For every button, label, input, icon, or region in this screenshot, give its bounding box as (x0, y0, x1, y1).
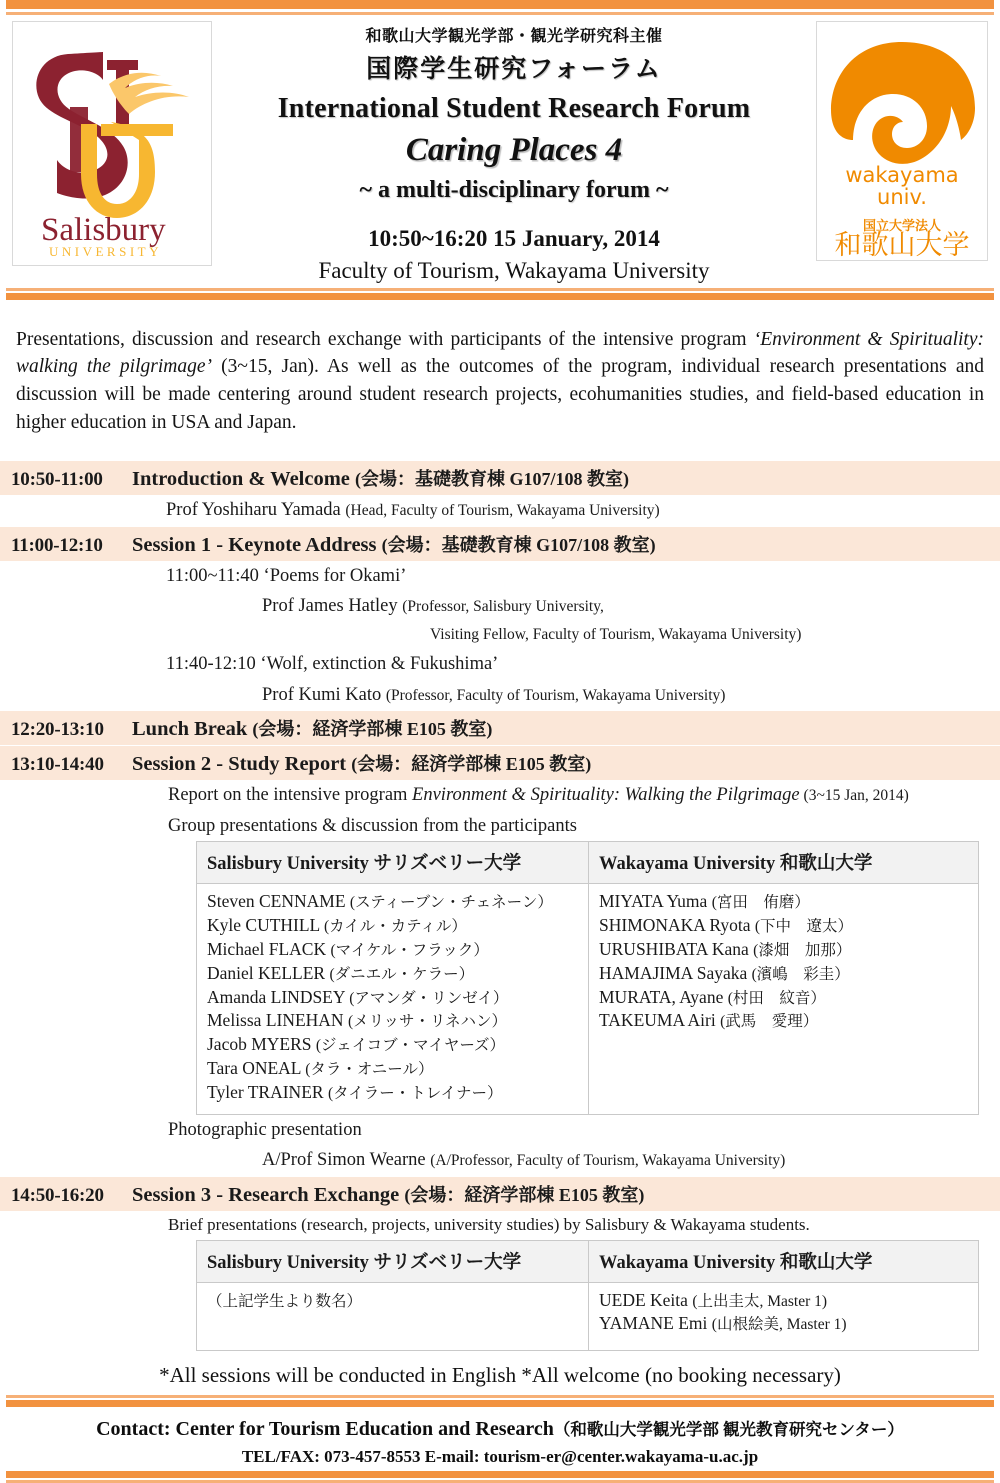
participant-name-en: HAMAJIMA Sayaka (599, 962, 752, 983)
list-item (207, 938, 578, 962)
schedule-row-session2 (0, 745, 1000, 780)
list-item (599, 962, 968, 986)
salisbury-university-logo (12, 21, 212, 266)
row-title-text: Session 2 - Study Report (132, 753, 352, 776)
contact-organisation-en: Contact: Center for Tourism Education and Research (96, 1418, 554, 1441)
row-title (132, 531, 656, 557)
participant-name-en: Michael FLACK (207, 938, 331, 959)
speaker-name: Prof Kumi Kato (262, 684, 386, 705)
participant-name-jp: (上出圭太, Master 1) (692, 1292, 828, 1310)
participant-name-jp: (タラ・オニール） (305, 1061, 434, 1079)
talk1-speaker (0, 591, 1000, 622)
row-venue: (会場：経済学部棟 E105 教室) (404, 1184, 645, 1205)
row-title-text: Session 3 - Research Exchange (132, 1183, 405, 1206)
column-header-wakayama: Wakayama University 和歌山大学 (589, 842, 979, 884)
row-title (132, 1181, 644, 1207)
schedule (0, 460, 1000, 1351)
title-japanese: 国際学生研究フォーラム (366, 53, 662, 83)
list-item (207, 914, 578, 938)
report-text-post: (3~15 Jan, 2014) (799, 787, 909, 805)
wakayama-participants-cell (589, 1282, 979, 1351)
speaker-affiliation: (Head, Faculty of Tourism, Wakayama University) (345, 502, 660, 520)
list-item (207, 1009, 578, 1033)
participant-name-en: MURATA, Ayane (599, 986, 728, 1007)
brief-presentations-line: Brief presentations (research, projects, university studies) by Salisbury & Wakayama students. (168, 1214, 810, 1234)
header-divider (6, 288, 994, 300)
salisbury-wordmark: Salisbury (41, 212, 166, 248)
bottom-rule (6, 1471, 994, 1483)
participant-name-en: YAMANE Emi (599, 1313, 712, 1334)
participant-name-en: Daniel KELLER (207, 962, 330, 983)
participant-name-jp: (タイラー・トレイナー） (327, 1084, 503, 1102)
participant-name-jp: (山根絵美, Master 1) (711, 1316, 847, 1334)
participant-name-jp: (濱嶋 彩圭） (751, 965, 850, 983)
table-row (197, 1282, 979, 1351)
list-item (207, 1033, 578, 1057)
participant-name-en: UEDE Keita (599, 1289, 693, 1310)
event-venue: Faculty of Tourism, Wakayama University (318, 257, 710, 283)
wakayama-participants-cell (589, 884, 979, 1115)
participant-name-en: Steven CENNAME (207, 891, 350, 912)
contact-details: TEL/FAX: 073-457-8553 E-mail: tourism-er@center.wakayama-u.ac.jp (241, 1447, 759, 1467)
list-item (207, 962, 578, 986)
participant-name-jp: (スティーブン・チェネーン） (349, 894, 553, 912)
participant-name-jp: (マイケル・フラック） (330, 941, 489, 959)
wakayama-university-logo (816, 21, 988, 261)
participant-name-en: TAKEUMA Airi (599, 1010, 721, 1031)
intro-paragraph (16, 326, 984, 437)
table-row (197, 884, 979, 1115)
photo-presenter (0, 1145, 1000, 1176)
report-text-pre: Report on the intensive program (168, 785, 413, 806)
talk2-speaker (0, 680, 1000, 711)
participant-name-en: SHIMONAKA Ryota (599, 915, 755, 936)
speaker-name: A/Prof Simon Wearne (262, 1150, 431, 1171)
talk1-time-title: 11:00~11:40 ‘Poems for Okami’ (166, 565, 407, 586)
list-item (207, 1081, 578, 1105)
row-title (132, 750, 591, 776)
schedule-row-session1 (0, 526, 1000, 561)
title-english: International Student Research Forum (277, 92, 751, 124)
row-title (132, 465, 629, 491)
host-line: 和歌山大学観光学部・観光学研究科主催 (365, 26, 663, 45)
table-header-row (197, 1240, 979, 1282)
report-line (0, 780, 1000, 811)
header-divider-thick (6, 293, 994, 300)
salisbury-participants-cell (197, 884, 589, 1115)
list-item (207, 986, 578, 1010)
participant-name-jp: (ダニエル・ケラー） (329, 965, 475, 983)
participant-name-jp: (村田 紋音） (727, 989, 826, 1007)
speaker-affiliation: (A/Professor, Faculty of Tourism, Wakayama University) (430, 1152, 786, 1170)
title-subtitle: ~ a multi-disciplinary forum ~ (359, 177, 669, 204)
contact-organisation (0, 1416, 1000, 1441)
bottom-rule-thick (6, 1471, 994, 1478)
contact-block (0, 1407, 1000, 1471)
talk2-time-title: 11:40-12:10 ‘Wolf, extinction & Fukushima’ (166, 653, 499, 674)
participant-name-en: Amanda LINDSEY (207, 986, 350, 1007)
column-header-wakayama: Wakayama University 和歌山大学 (589, 1240, 979, 1282)
participant-name-en: Tyler TRAINER (207, 1081, 328, 1102)
list-item (207, 890, 578, 914)
row-time: 13:10-14:40 (11, 754, 104, 776)
row-venue: (会場：基礎教育棟 G107/108 教室) (381, 534, 656, 555)
salisbury-participants-cell (197, 1282, 589, 1351)
wakayama-jp-small: 国立大学法人 (862, 219, 942, 234)
row-time: 10:50-11:00 (11, 469, 103, 491)
speaker-name: Prof James Hatley (262, 596, 403, 617)
wakayama-wordmark: wakayama (845, 163, 959, 187)
participant-name-jp: (宮田 侑磨） (711, 894, 810, 912)
event-datetime: 10:50~16:20 15 January, 2014 (368, 226, 660, 252)
poster-header (0, 15, 1000, 288)
list-item (599, 1289, 968, 1313)
table-header-row (197, 842, 979, 884)
participants-table-session3 (196, 1240, 979, 1352)
list-item (599, 914, 968, 938)
participant-name-en: Melissa LINEHAN (207, 1010, 348, 1031)
list-item (207, 1289, 578, 1313)
participant-note-jp: （上記学生より数名） (207, 1292, 363, 1310)
list-item (599, 986, 968, 1010)
top-rule (6, 0, 994, 15)
row-time: 11:00-12:10 (11, 534, 103, 556)
speaker-affiliation: (Professor, Faculty of Tourism, Wakayama University) (385, 686, 726, 704)
report-program-title: Environment & Spirituality: Walking the Pilgrimage (412, 785, 800, 806)
column-header-salisbury: Salisbury University サリズベリー大学 (197, 1240, 589, 1282)
participant-name-jp: (武馬 愛理） (720, 1013, 819, 1031)
salisbury-sub-wordmark: UNIVERSITY (49, 244, 162, 259)
speaker-line-yamada (0, 495, 1000, 526)
participant-name-en: Tara ONEAL (207, 1058, 306, 1079)
talk1-affiliation-line2: Visiting Fellow, Faculty of Tourism, Wakayama University) (430, 626, 802, 644)
row-venue: (会場：基礎教育棟 G107/108 教室) (355, 469, 630, 490)
photographic-presentation-line: Photographic presentation (168, 1119, 362, 1140)
speaker-affiliation-line1: (Professor, Salisbury University, (402, 598, 604, 616)
row-time: 12:20-13:10 (11, 719, 104, 741)
contact-organisation-jp: （和歌山大学観光学部 観光教育研究センター） (553, 1420, 904, 1440)
salisbury-logo-art (13, 22, 211, 265)
participant-name-jp: (ジェイコブ・マイヤーズ） (315, 1037, 506, 1055)
wakayama-logo-art (817, 22, 987, 260)
participant-name-jp: (下中 遼太） (754, 918, 854, 936)
participant-name-jp: (カイル・カティル） (323, 918, 467, 936)
participant-name-jp: (漆畑 加那） (753, 941, 852, 959)
list-item (599, 890, 968, 914)
top-rule-thick (6, 0, 994, 9)
row-venue: (会場：経済学部棟 E105 教室) (351, 754, 592, 775)
title-main: Caring Places 4 (405, 132, 623, 169)
wakayama-sub-wordmark: univ. (877, 185, 927, 209)
row-time: 14:50-16:20 (11, 1184, 104, 1206)
participant-name-en: Jacob MYERS (207, 1034, 316, 1055)
row-title-text: Session 1 - Keynote Address (132, 533, 382, 556)
participant-name-en: MIYATA Yuma (599, 891, 712, 912)
schedule-row-introduction (0, 460, 1000, 495)
footer-notes: *All sessions will be conducted in English *All welcome (no booking necessary) (159, 1363, 841, 1388)
footer-divider-thick (6, 1400, 994, 1407)
footer-divider-top (6, 1395, 994, 1407)
row-title-text: Introduction & Welcome (132, 468, 356, 491)
schedule-row-lunch (0, 710, 1000, 745)
intro-text-1: Presentations, discussion and research exchange with participants of the intensive program (16, 328, 754, 350)
row-venue: (会場：経済学部棟 E105 教室) (252, 719, 493, 740)
participant-name-jp: (メリッサ・リネハン） (347, 1013, 508, 1031)
list-item (599, 938, 968, 962)
participant-name-en: Kyle CUTHILL (207, 915, 324, 936)
list-item (599, 1009, 968, 1033)
row-title-text: Lunch Break (132, 718, 253, 741)
intro-program-title: ‘Environment & Spirituality: walking the pilgrimage’ (16, 328, 984, 378)
column-header-salisbury: Salisbury University サリズベリー大学 (197, 842, 589, 884)
participant-name-en: URUSHIBATA Kana (599, 938, 754, 959)
group-presentations-line: Group presentations & discussion from the participants (168, 815, 577, 836)
list-item (599, 1312, 968, 1336)
wakayama-jp-large: 和歌山大学 (834, 230, 970, 260)
participants-table-session2 (196, 841, 979, 1115)
title-block (212, 21, 816, 284)
list-item (207, 1057, 578, 1081)
row-title (132, 715, 492, 741)
intro-text-2: (3~15, Jan). As well as the outcomes of the program, individual research presentations and discussion will be made centering around student research projects, ecohumanities studies, and field-based education in higher education in USA and Japan. (16, 356, 984, 433)
schedule-row-session3 (0, 1176, 1000, 1211)
participant-name-jp: (アマンダ・リンゼイ） (349, 989, 509, 1007)
speaker-name: Prof Yoshiharu Yamada (166, 500, 346, 521)
